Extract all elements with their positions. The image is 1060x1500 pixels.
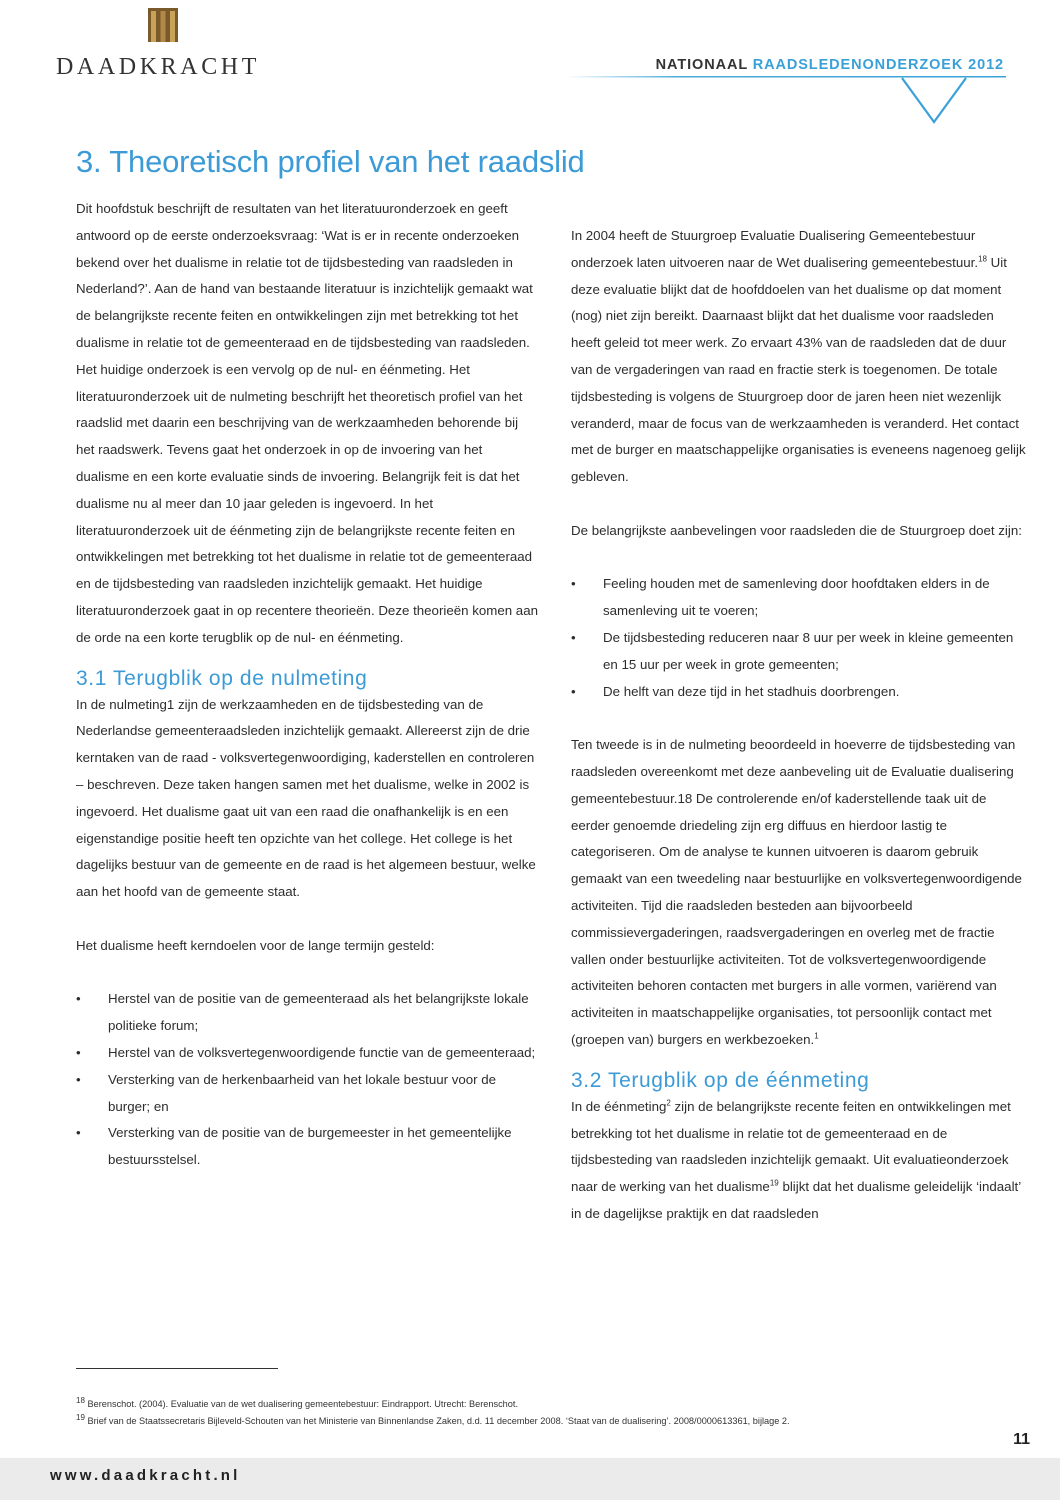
- footnote-divider: [76, 1368, 278, 1369]
- footnotes: [76, 1396, 1016, 1430]
- header-raadsledenonderzoek: RAADSLEDENONDERZOEK: [752, 57, 964, 73]
- list-item: • Herstel van de volksvertegenwoordigende functie van de gemeenteraad;: [76, 1040, 538, 1067]
- evaluatie-paragraph: In 2004 heeft de Stuurgroep Evaluatie Dualisering Gemeentebestuur onderzoek laten uitvoeren naar de Wet dualisering gemeentebestuur.$^{18}$ Uit deze evaluatie blijkt dat de hoofddoelen van het dualisme op dat moment (nog) niet zijn bereikt. Daarnaast blijkt dat het dualisme voor raadsleden heeft geleid tot meer werk. Zo ervaart 43% van de raadsleden dat de duur van de vergaderingen van raad en fractie sterk is toegenomen. De totale tijdsbesteding is volgens de Stuurgroep door de jaren heen niet wezenlijk veranderd, maar de focus van de werkzaamheden is veranderd. Het contact met de burger en maatschappelijke organisaties is eveneens nagenoeg gelijk gebleven.: [571, 228, 1026, 485]
- footnote-ref: 2: [666, 1098, 671, 1108]
- header-nationaal: NATIONAAL: [655, 57, 748, 73]
- kerndoelen-list: [76, 986, 538, 1174]
- list-item: • Feeling houden met de samenleving door hoofdtaken elders in de samenleving uit te voeren;: [571, 571, 1026, 625]
- footnote-ref: 18: [978, 254, 987, 264]
- list-item: • De tijdsbesteding reduceren naar 8 uur per week in kleine gemeenten en 15 uur per week in grote gemeenten;: [571, 625, 1026, 679]
- tijdsbesteding-paragraph: Ten tweede is in de nulmeting beoordeeld in hoeverre de tijdsbesteding van raadsleden overeenkomt met deze aanbeveling uit de Evaluatie dualisering gemeentebestuur.18 De controlerende en/of kaderstellende taak uit de eerder genoemde driedeling zijn erg diffuus en hierdoor lastig te categoriseren. Om de analyse te kunnen uitvoeren is daarom gebruik gemaakt van een tweedeling naar bestuurlijke en volksvertegenwoordigende activiteiten. Tijd die raadsleden besteden aan bijvoorbeeld commissievergaderingen, raadsvergaderingen en overleg met de fractie vallen onder bestuurlijke activiteiten. Tot de volksvertegenwoordigende activiteiten behoren contacten met burgers in alle vormen, variërend van activiteiten in maatschappelijke organisaties, tot persoonlijk contact met (groepen van) burgers en werkbezoeken.$^1$: [571, 737, 1022, 1047]
- footer-website-link[interactable]: www.daadkracht.nl: [50, 1467, 241, 1484]
- footnote-ref: 1: [814, 1031, 819, 1041]
- daadkracht-logo: [56, 8, 272, 78]
- brand-name: DAADKRACHT: [56, 54, 260, 80]
- aanbevelingen-intro: De belangrijkste aanbevelingen voor raadsleden die de Stuurgroep doet zijn:: [571, 522, 1022, 538]
- right-column: [571, 223, 1026, 1228]
- section-heading-eenmeting: 3.2 Terugblik op de éénmeting: [571, 1068, 870, 1092]
- logo-mark-icon: [148, 8, 178, 42]
- section-heading-nulmeting: 3.1 Terugblik op de nulmeting: [76, 666, 368, 690]
- nulmeting-paragraph: In de nulmeting1 zijn de werkzaamheden en de tijdsbesteding van de Nederlandse gemeenteraadsleden inzichtelijk gemaakt. Allereerst zijn de drie kerntaken van de raad - volksvertegenwoordiging, kaderstellen en controleren – beschreven. Deze taken hangen samen met het dualisme, welke in 2002 is ingevoerd. Het dualisme gaat uit van een raad die onafhankelijk is en een eigenstandige positie heeft ten opzichte van het college. Het college is het dagelijks bestuur van de gemeente en de raad is het algemeen bestuur, welke aan het hoofd van de gemeente staat.: [76, 696, 536, 900]
- kerndoelen-intro: Het dualisme heeft kerndoelen voor de lange termijn gesteld:: [76, 937, 435, 953]
- list-item: • Versterking van de positie van de burgemeester in het gemeentelijke bestuursstelsel.: [76, 1120, 538, 1174]
- list-item: • Herstel van de positie van de gemeenteraad als het belangrijkste lokale politieke forum;: [76, 986, 538, 1040]
- list-item: • Versterking van de herkenbaarheid van het lokale bestuur voor de burger; en: [76, 1067, 538, 1121]
- intro-paragraph: Dit hoofdstuk beschrijft de resultaten van het literatuuronderzoek en geeft antwoord op de eerste onderzoeksvraag: ‘Wat is er in recente onderzoeken bekend over het dualisme in relatie tot de tijdsbesteding van raadsleden in Nederland?’. Aan de hand van bestaande literatuur is inzichtelijk gemaakt wat de belangrijkste recente feiten en ontwikkelingen zijn met betrekking tot het dualisme in relatie tot de gemeenteraad en de tijdsbesteding van raadsleden. Het huidige onderzoek is een vervolg op de nul- en éénmeting. Het literatuuronderzoek uit de nulmeting beschrijft het theoretisch profiel van het raadslid met daarin een beschrijving van de werkzaamheden behorende bij het raadswerk. Tevens gaat het onderzoek in op de invoering van het dualisme en een korte evaluatie sinds de invoering. Belangrijk feit is dat het dualisme nu al meer dan 10 jaar geleden is ingevoerd. In het literatuuronderzoek uit de éénmeting zijn de belangrijkste recente feiten en ontwikkelingen met betrekking tot het dualisme in relatie tot de gemeenteraad en de tijdsbesteding van raadsleden inzichtelijk gemaakt. Het huidige literatuuronderzoek gaat in op recentere theorieën. Deze theorieën komen aan de orde na een korte terugblik op de nul- en éénmeting.: [76, 201, 538, 645]
- header-year: 2012: [968, 57, 1004, 73]
- left-column: [76, 196, 538, 1174]
- footnote-ref: 19: [769, 1178, 779, 1188]
- footnote: $^{19}$ Brief van de Staatssecretaris Bijleveld-Schouten van het Ministerie van Binnenlandse Zaken, d.d. 11 december 2008. ‘Staat van de dualisering’. 2008/0000613361, bijlage 2.: [76, 1412, 790, 1426]
- list-item: • De helft van deze tijd in het stadhuis doorbrengen.: [571, 679, 1026, 706]
- page-number: 11: [1013, 1431, 1030, 1448]
- header-chevron-line: [566, 62, 1006, 126]
- eenmeting-paragraph: In de éénmeting$^2$ zijn de belangrijkste recente feiten en ontwikkelingen met betrekking tot het dualisme in relatie tot de gemeenteraad en de tijdsbesteding van raadsleden inzichtelijk gemaakt. Uit evaluatieonderzoek naar de werking van het dualisme$^{19}$ blijkt dat het dualisme geleidelijk ‘indaalt’ in de dagelijkse praktijk en dat raadsleden: [571, 1098, 1021, 1221]
- chapter-title: 3. Theoretisch profiel van het raadslid: [76, 144, 585, 179]
- footnote: $^{18}$ Berenschot. (2004). Evaluatie van de wet dualisering gemeentebestuur: Eindrapport. Utrecht: Berenschot.: [76, 1395, 518, 1409]
- aanbevelingen-list: [571, 571, 1026, 705]
